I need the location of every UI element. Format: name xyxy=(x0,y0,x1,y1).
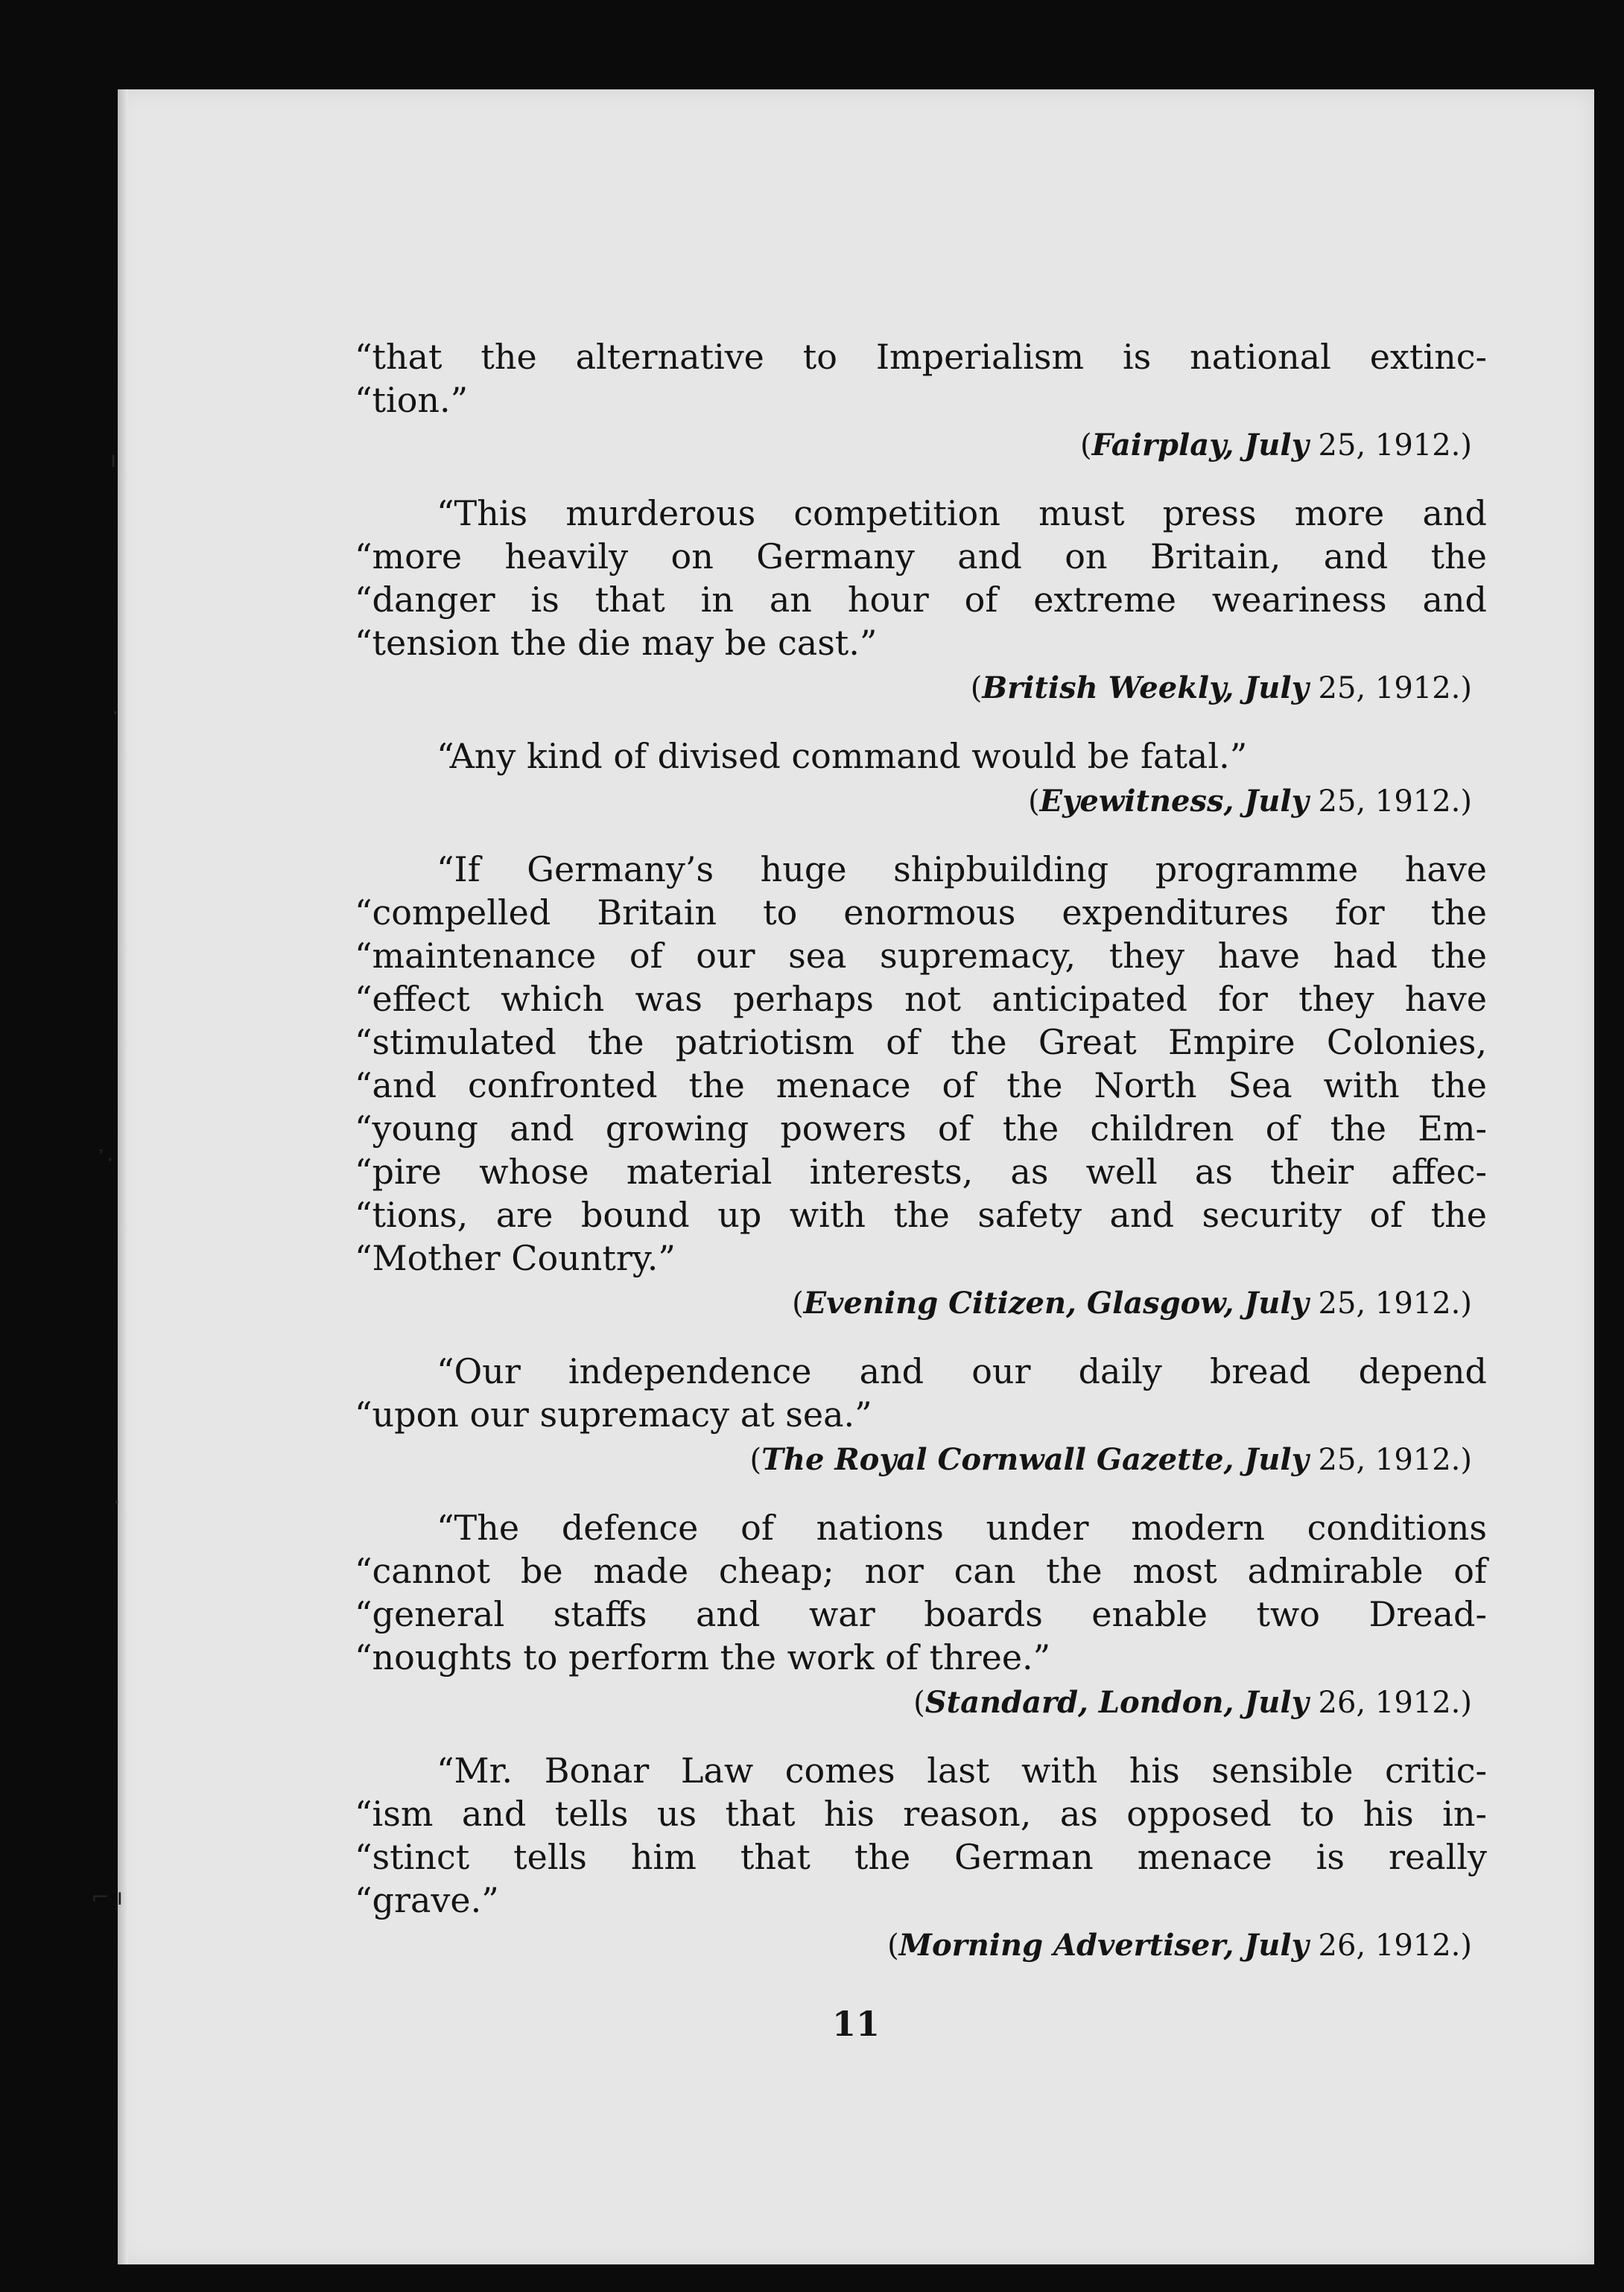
quotation-line: “tion.” xyxy=(355,380,469,420)
quotation-entry xyxy=(355,1749,1487,1965)
quotation-line: “general staffs and war boards enable two Dread- xyxy=(355,1594,1487,1634)
citation xyxy=(355,1683,1472,1722)
quotation-line: “and confronted the menace of the North Sea with the xyxy=(355,1065,1487,1105)
quotation-line: “ism and tells us that his reason, as opposed to his in- xyxy=(355,1794,1487,1834)
citation-date: 25, 1912.) xyxy=(1318,1443,1472,1477)
quotation-entry xyxy=(355,1506,1487,1722)
quotation-text xyxy=(355,1749,1487,1922)
citation-source: Evening Citizen, Glasgow, July xyxy=(803,1286,1309,1321)
quotation-line: “stinct tells him that the German menace is really xyxy=(355,1837,1487,1877)
quotation-line: “If Germany’s huge shipbuilding programme have xyxy=(437,849,1487,889)
quotation-line: “Our independence and our daily bread depend xyxy=(437,1351,1487,1391)
quotation-line: “pire whose material interests, as well as their affec- xyxy=(355,1152,1487,1192)
citation-date: 25, 1912.) xyxy=(1318,1286,1472,1321)
citation-date: 26, 1912.) xyxy=(1318,1928,1472,1963)
quotation-line: “effect which was perhaps not anticipated for they have xyxy=(355,979,1487,1019)
quotation-line: “tension the die may be cast.” xyxy=(355,623,878,663)
quotation-line: “young and growing powers of the children of the Em- xyxy=(355,1108,1487,1149)
quotation-entry xyxy=(355,335,1487,465)
citation-source: Fairplay, July xyxy=(1091,428,1309,463)
quotation-line: “that the alternative to Imperialism is national extinc- xyxy=(355,337,1487,377)
quotation-entry xyxy=(355,1350,1487,1479)
quotation-line: “Mr. Bonar Law comes last with his sensible critic- xyxy=(437,1750,1487,1791)
quotation-line: “danger is that in an hour of extreme weariness and xyxy=(355,580,1487,620)
quotation-text xyxy=(355,1350,1487,1436)
quotation-line: “cannot be made cheap; nor can the most admirable of xyxy=(355,1551,1487,1591)
citation-open-paren: ( xyxy=(887,1928,899,1963)
margin-speck: ı xyxy=(110,447,117,473)
quotation-line: “tions, are bound up with the safety and security of the xyxy=(355,1195,1487,1235)
quotation-text xyxy=(355,848,1487,1280)
quotation-text xyxy=(355,1506,1487,1679)
quotation-line: “upon our supremacy at sea.” xyxy=(355,1394,872,1435)
citation xyxy=(355,426,1472,465)
margin-speck: · xyxy=(112,700,119,726)
citation-date: 25, 1912.) xyxy=(1318,428,1472,463)
quotation-text xyxy=(355,734,1487,778)
quotation-line: “more heavily on Germany and on Britain, and the xyxy=(355,536,1487,577)
citation-source: Eyewitness, July xyxy=(1039,784,1309,819)
quotation-entry xyxy=(355,734,1487,821)
quotation-line: “The defence of nations under modern conditions xyxy=(437,1508,1487,1548)
citation-open-paren: ( xyxy=(749,1443,762,1477)
citation xyxy=(355,1926,1472,1965)
quotation-line: “noughts to perform the work of three.” xyxy=(355,1637,1051,1677)
citation-open-paren: ( xyxy=(792,1286,804,1321)
citation-source: British Weekly, July xyxy=(982,670,1309,705)
citation-date: 25, 1912.) xyxy=(1318,671,1472,705)
quotation-entry xyxy=(355,492,1487,708)
margin-speck: · xyxy=(113,1490,121,1516)
quotation-line: “Any kind of divised command would be fatal.” xyxy=(437,736,1248,776)
quotation-text xyxy=(355,335,1487,422)
quotation-line: “stimulated the patriotism of the Great Empire Colonies, xyxy=(355,1022,1487,1062)
page-fold-shadow xyxy=(118,89,128,2264)
citation-date: 25, 1912.) xyxy=(1318,784,1472,819)
quotation-line: “maintenance of our sea supremacy, they have had the xyxy=(355,936,1487,976)
page-number: 11 xyxy=(831,2004,880,2044)
quotation-line: “This murderous competition must press more and xyxy=(437,493,1487,533)
citation xyxy=(355,1284,1472,1323)
margin-speck: ⌐ ı xyxy=(91,1885,124,1911)
citation-open-paren: ( xyxy=(1028,784,1040,819)
quotation-entry xyxy=(355,848,1487,1323)
citation xyxy=(355,1441,1472,1479)
document-page xyxy=(91,89,1594,2264)
quotation-line: “grave.” xyxy=(355,1880,499,1920)
citation-open-paren: ( xyxy=(913,1686,925,1720)
citation-source: Standard, London, July xyxy=(924,1685,1309,1720)
citation-source: Morning Advertiser, July xyxy=(898,1928,1309,1963)
margin-speck: ᾽· xyxy=(95,1147,114,1173)
citation-open-paren: ( xyxy=(1080,428,1092,463)
quotation-line: “compelled Britain to enormous expenditures for the xyxy=(355,892,1487,933)
citation xyxy=(355,782,1472,821)
citation-date: 26, 1912.) xyxy=(1318,1686,1472,1720)
citation-source: The Royal Cornwall Gazette, July xyxy=(761,1442,1309,1477)
citation xyxy=(355,669,1472,708)
citation-open-paren: ( xyxy=(970,671,983,705)
quotation-text xyxy=(355,492,1487,664)
quotation-line: “Mother Country.” xyxy=(355,1238,676,1278)
quotations-block xyxy=(355,335,1487,1992)
